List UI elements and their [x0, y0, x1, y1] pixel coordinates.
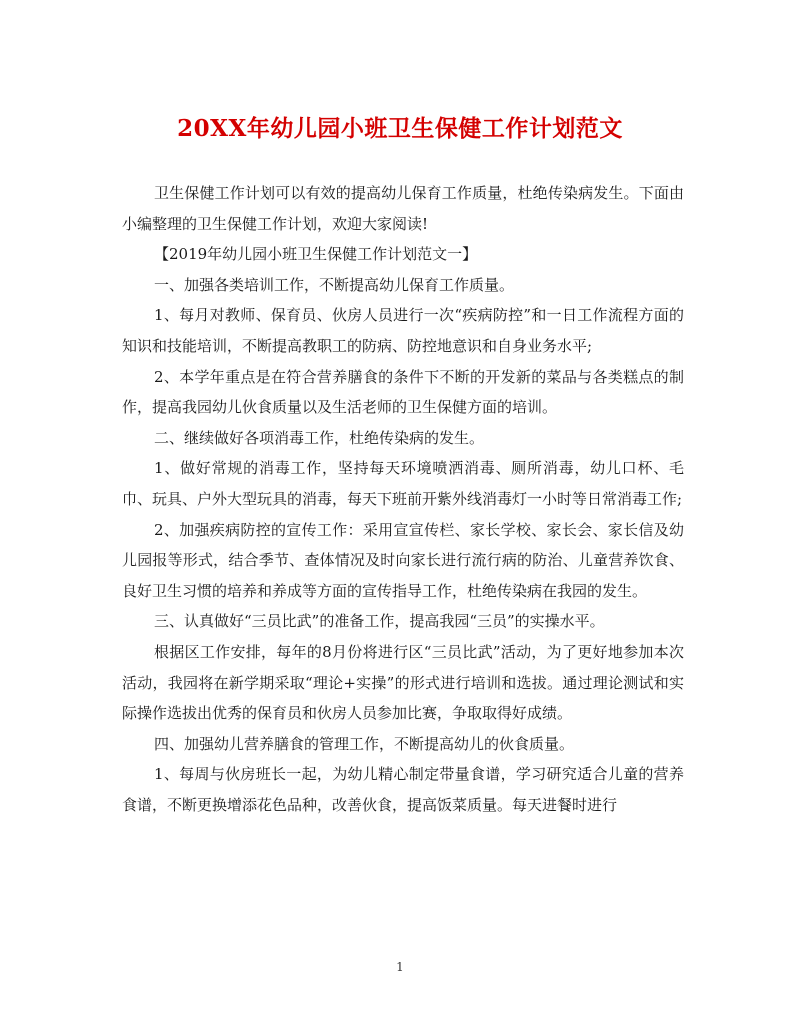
paragraph-competition: 根据区工作安排，每年的8月份将进行区“三员比武”活动，为了更好地参加本次活动，我园将在新学期采取“理论+实操”的形式进行培训和选拔。通过理论测试和实际操作选拔出优秀的保育员和伙房人员参加比赛，争取取得好成绩。	[122, 642, 684, 723]
page-number: 1	[396, 960, 404, 974]
paragraph-training-2: 2、本学年重点是在符合营养膳食的条件下不断的开发新的菜品与各类糕点的制作，提高我园幼儿伙食质量以及生活老师的卫生保健方面的培训。	[122, 367, 684, 417]
paragraph-nutrition-1: 1、每周与伙房班长一起，为幼儿精心制定带量食谱，学习研究适合儿童的营养食谱，不断更换增添花色品种，改善伙食，提高饭菜质量。每天进餐时进行	[122, 765, 684, 814]
paragraph-training-1: 1、每月对教师、保育员、伙房人员进行一次“疾病防控”和一日工作流程方面的知识和技能培训，不断提高教职工的防病、防控地意识和自身业务水平;	[122, 306, 684, 355]
paragraph-disinfection-2: 2、加强疾病防控的宣传工作：采用宣宣传栏、家长学校、家长会、家长信及幼儿园报等形式，结合季节、查体情况及时向家长进行流行病的防治、儿童营养饮食、良好卫生习惯的培养和养成等方面的宣传指导工作，杜绝传染病在我园的发生。	[122, 520, 684, 600]
section-heading-disinfection: 二、继续做好各项消毒工作，杜绝传染病的发生。	[154, 428, 485, 447]
paragraph-intro: 卫生保健工作计划可以有效的提高幼儿保育工作质量，杜绝传染病发生。下面由小编整理的卫生保健工作计划，欢迎大家阅读!	[122, 184, 684, 233]
document-title: 20XX年幼儿园小班卫生保健工作计划范文	[177, 115, 623, 142]
section-heading-competition: 三、认真做好“三员比武”的准备工作，提高我园“三员”的实操水平。	[154, 612, 605, 631]
section-heading-training: 一、加强各类培训工作，不断提高幼儿保育工作质量。	[154, 275, 515, 294]
paragraph-disinfection-1: 1、做好常规的消毒工作，坚持每天环境喷洒消毒、厕所消毒，幼儿口杯、毛巾、玩具、户外大型玩具的消毒，每天下班前开紫外线消毒灯一小时等日常消毒工作;	[122, 459, 684, 508]
document-body	[122, 178, 684, 820]
section-heading-plan-one: 【2019年幼儿园小班卫生保健工作计划范文一】	[154, 245, 478, 264]
section-heading-nutrition: 四、加强幼儿营养膳食的管理工作，不断提高幼儿的伙食质量。	[154, 734, 575, 753]
